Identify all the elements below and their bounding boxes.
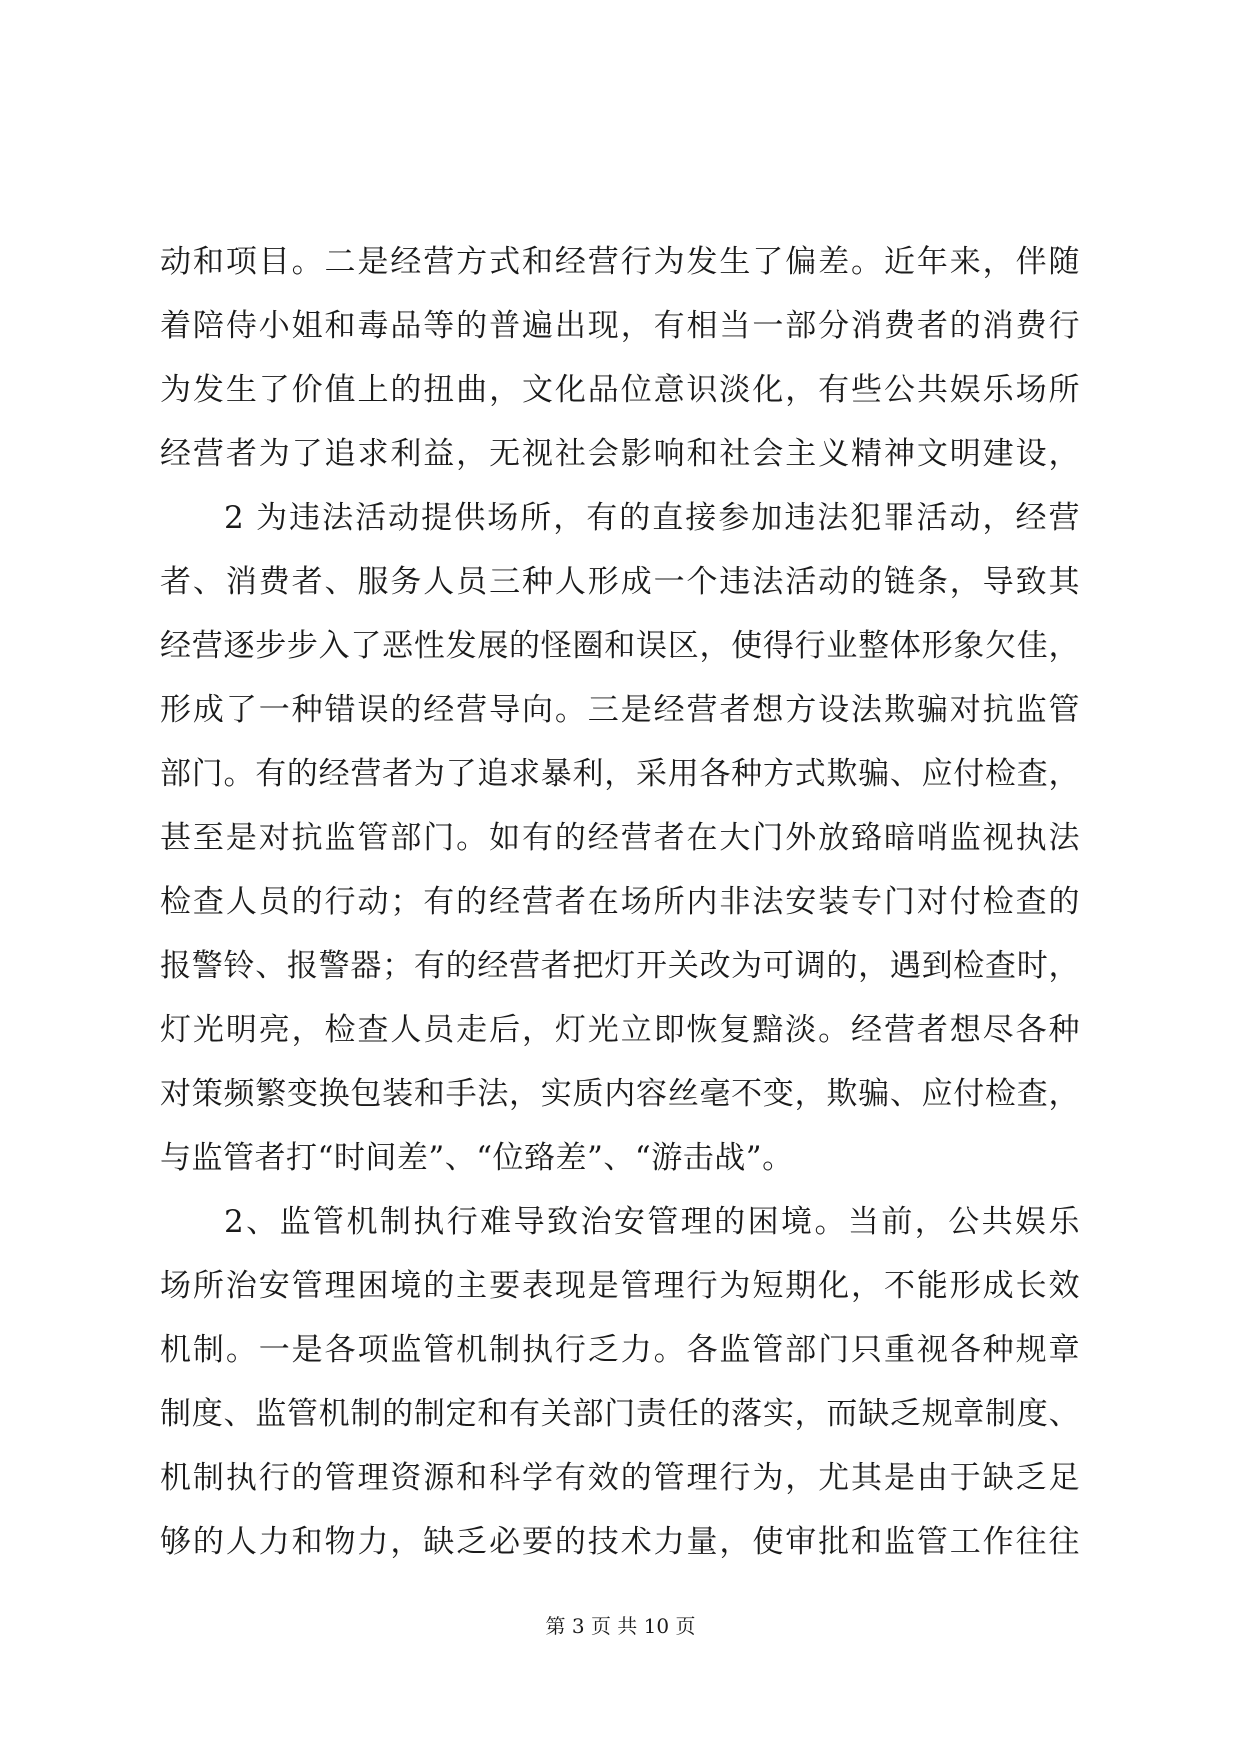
- text-line: 部门。有的经营者为了追求暴利，采用各种方式欺骗、应付检查，: [160, 756, 1080, 792]
- text-line: 2、监管机制执行难导致治安管理的困境。当前，公共娱乐: [224, 1204, 1080, 1240]
- text-line: 形成了一种错误的经营导向。三是经营者想方设法欺骗对抗监管: [160, 692, 1080, 728]
- text-line: 机制。一是各项监管机制执行乏力。各监管部门只重视各种规章: [160, 1332, 1080, 1368]
- text-line: 为发生了价值上的扭曲，文化品位意识淡化，有些公共娱乐场所: [160, 372, 1080, 408]
- text-line: 甚至是对抗监管部门。如有的经营者在大门外放臵暗哨监视执法: [160, 820, 1080, 856]
- text-line: 报警铃、报警器；有的经营者把灯开关改为可调的，遇到检查时，: [160, 948, 1080, 984]
- text-line: 动和项目。二是经营方式和经营行为发生了偏差。近年来，伴随: [160, 244, 1080, 280]
- text-line: 机制执行的管理资源和科学有效的管理行为，尤其是由于缺乏足: [160, 1460, 1080, 1496]
- text-line: 场所治安管理困境的主要表现是管理行为短期化，不能形成长效: [160, 1268, 1080, 1304]
- text-line: 2 为违法活动提供场所，有的直接参加违法犯罪活动，经营: [224, 500, 1080, 536]
- text-line: 经营逐步步入了恶性发展的怪圈和误区，使得行业整体形象欠佳，: [160, 628, 1080, 664]
- text-line: 对策频繁变换包装和手法，实质内容丝毫不变，欺骗、应付检查，: [160, 1076, 1080, 1112]
- text-line: 经营者为了追求利益，无视社会影响和社会主义精神文明建设，: [160, 436, 1080, 472]
- body-text: [160, 230, 1080, 1574]
- text-line: 灯光明亮，检查人员走后，灯光立即恢复黯淡。经营者想尽各种: [160, 1012, 1080, 1048]
- text-line: 够的人力和物力，缺乏必要的技术力量，使审批和监管工作往往: [160, 1524, 1080, 1560]
- text-line: 与监管者打“时间差”、“位臵差”、“游击战”。: [160, 1140, 794, 1176]
- text-line: 检查人员的行动；有的经营者在场所内非法安装专门对付检查的: [160, 884, 1080, 920]
- text-line: 者、消费者、服务人员三种人形成一个违法活动的链条，导致其: [160, 564, 1080, 600]
- page-footer: 第 3 页 共 10 页: [545, 1614, 696, 1638]
- text-line: 着陪侍小姐和毒品等的普遍出现，有相当一部分消费者的消费行: [160, 308, 1080, 344]
- text-line: 制度、监管机制的制定和有关部门责任的落实，而缺乏规章制度、: [160, 1396, 1080, 1432]
